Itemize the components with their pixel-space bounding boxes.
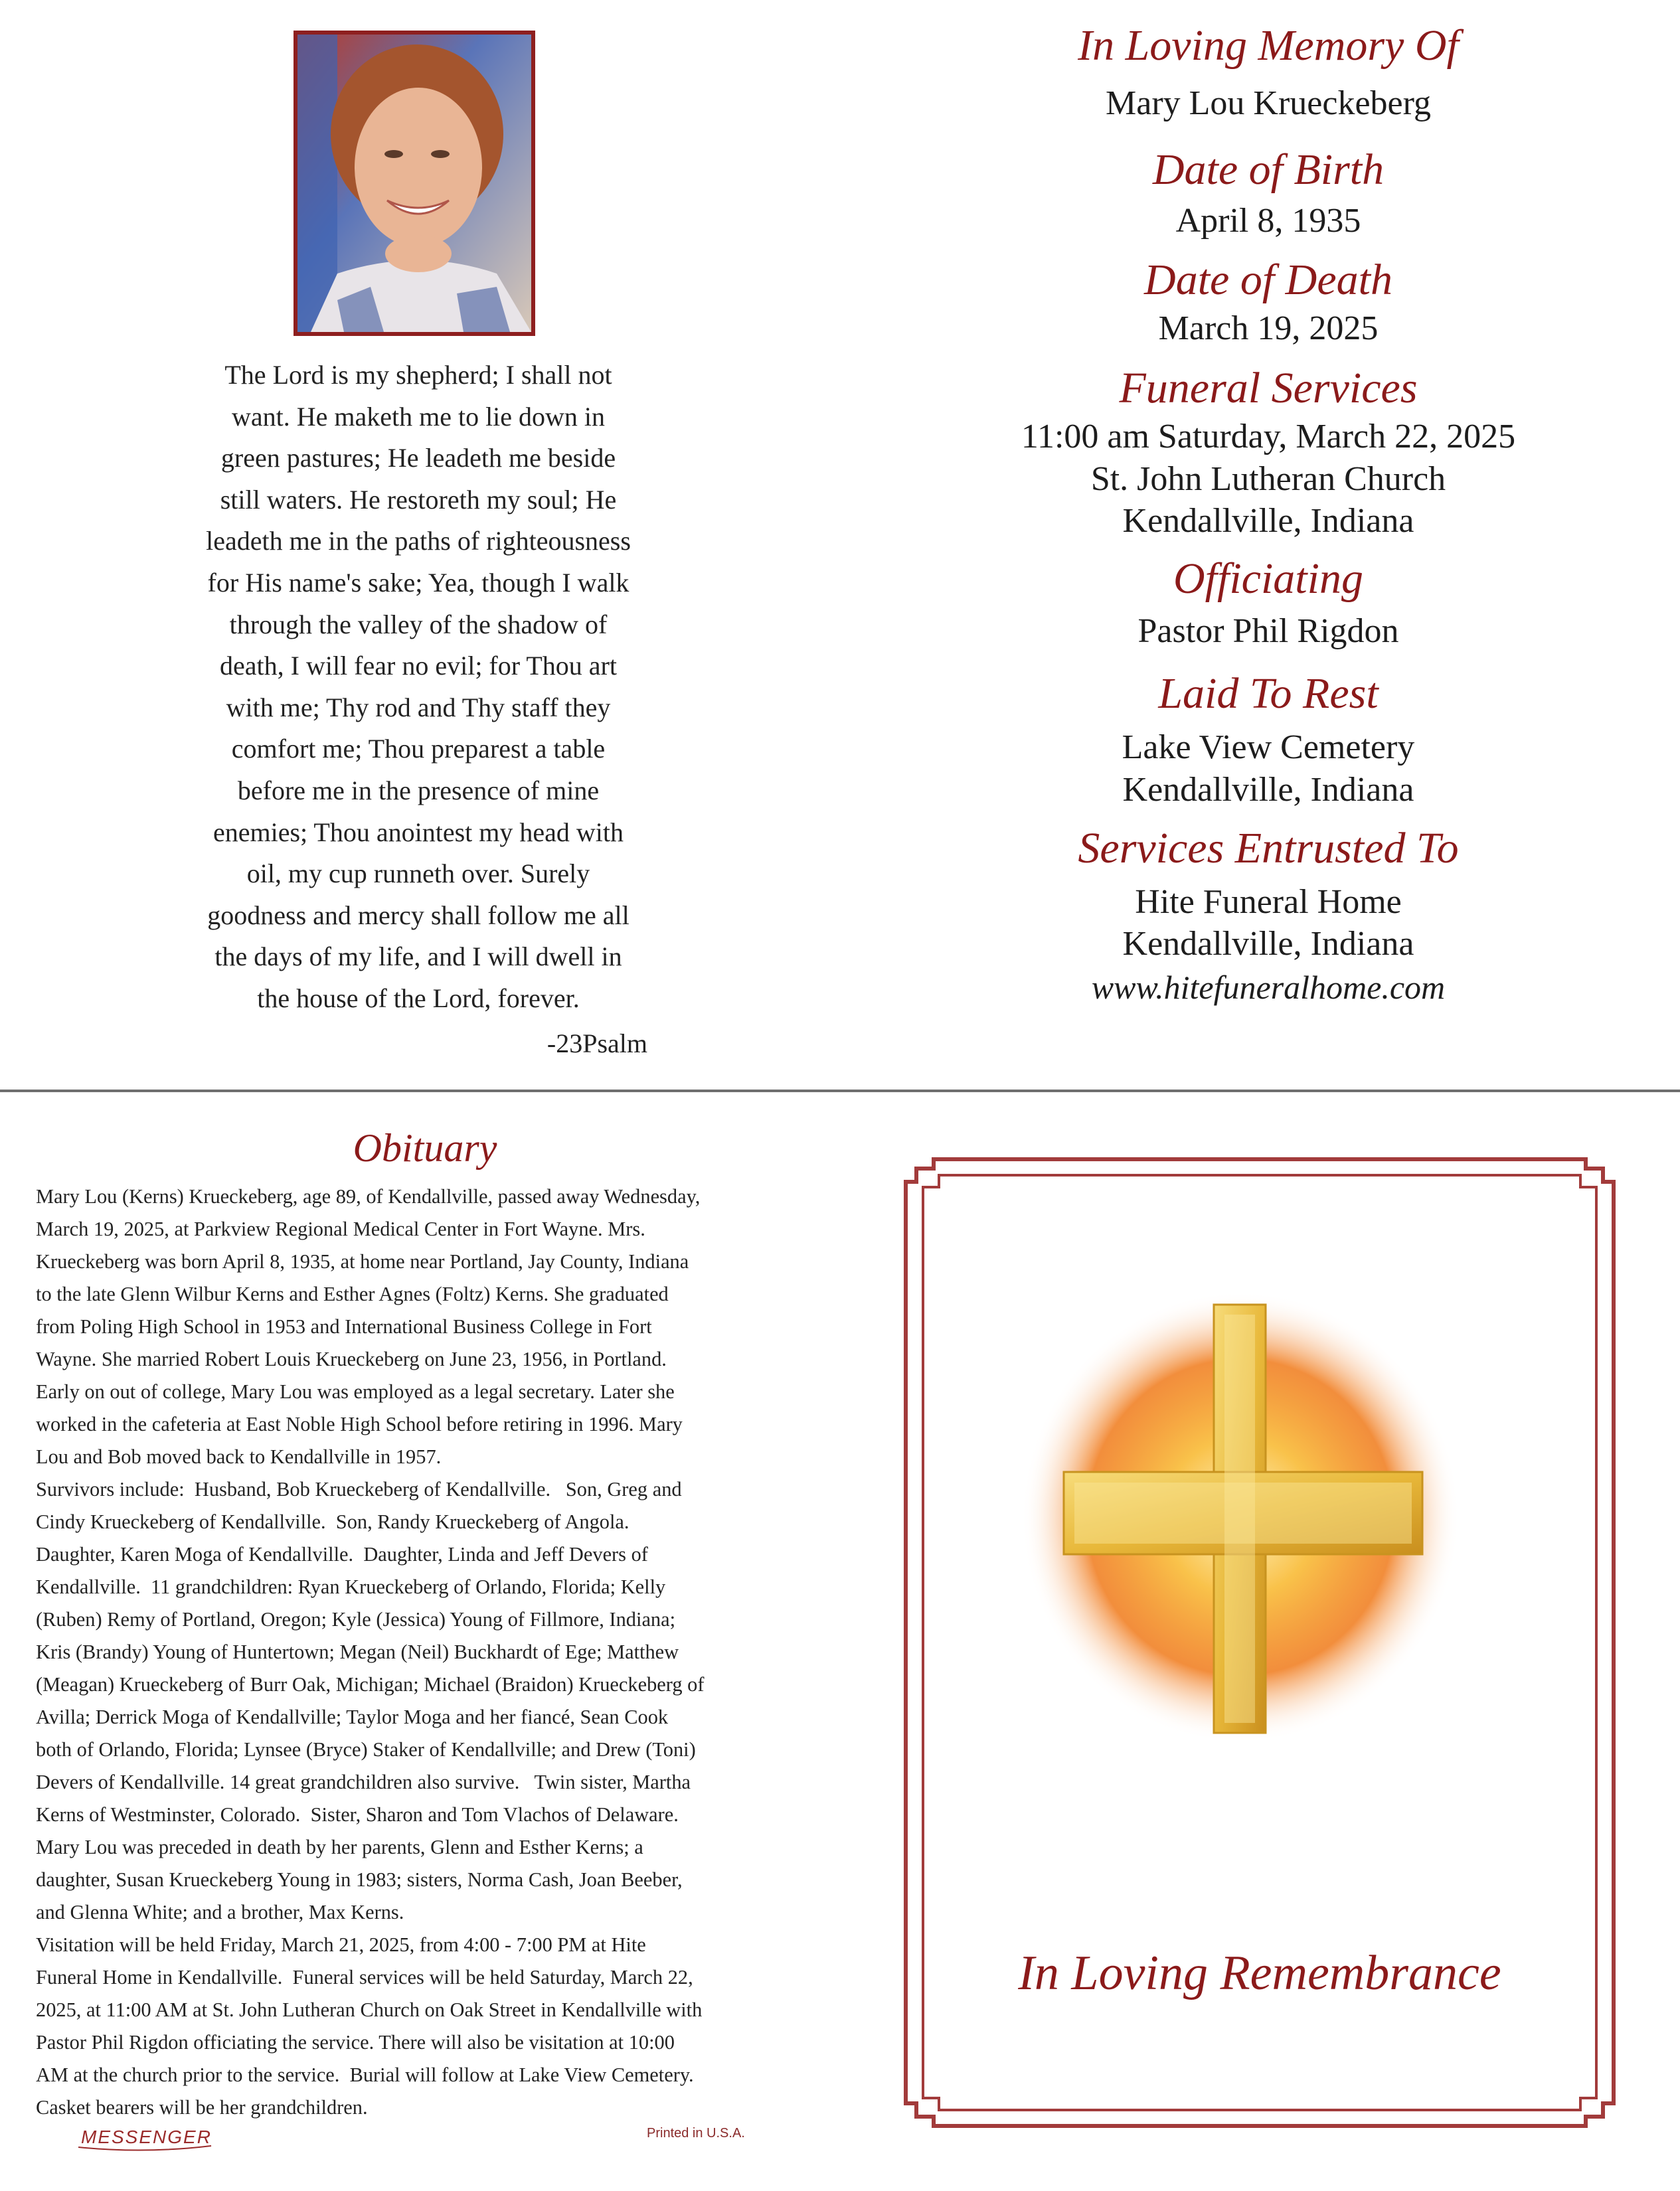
obituary-line: Early on out of college, Mary Lou was employed as a legal secretary. Later she <box>36 1380 675 1403</box>
obituary-line: Wayne. She married Robert Louis Krueckeberg on June 23, 1956, in Portland. <box>36 1348 667 1370</box>
cemetery-name: Lake View Cemetery <box>1122 728 1415 767</box>
birth-heading: Date of Birth <box>1152 145 1385 195</box>
funeral-time: 11:00 am Saturday, March 22, 2025 <box>1021 418 1516 456</box>
funeral-home-name: Hite Funeral Home <box>1135 882 1402 921</box>
obituary-line: from Poling High School in 1953 and International Business College in Fort <box>36 1315 652 1338</box>
psalm-line: before me in the presence of mine <box>237 775 600 805</box>
funeral-home-city: Kendallville, Indiana <box>1122 925 1414 963</box>
psalm-line: still waters. He restoreth my soul; He <box>220 484 617 515</box>
psalm-line: comfort me; Thou preparest a table <box>231 734 606 764</box>
obituary-line: Kerns of Westminster, Colorado. Sister, Sharon and Tom Vlachos of Delaware. <box>36 1803 679 1826</box>
obituary-line: Pastor Phil Rigdon officiating the service. There will also be visitation at 10:00 <box>36 2031 675 2054</box>
cemetery-city: Kendallville, Indiana <box>1122 770 1414 809</box>
portrait-image <box>297 35 531 332</box>
obituary-line: Daughter, Karen Moga of Kendallville. Daughter, Linda and Jeff Devers of <box>36 1543 648 1566</box>
obituary-line: Kendallville. 11 grandchildren: Ryan Krueckeberg of Orlando, Florida; Kelly <box>36 1576 666 1598</box>
obituary-text <box>36 1180 806 2124</box>
funeral-place: St. John Lutheran Church <box>1090 459 1446 498</box>
rest-heading: Laid To Rest <box>1158 669 1379 718</box>
officiant-name: Pastor Phil Rigdon <box>1137 611 1399 650</box>
obituary-line: worked in the cafeteria at East Noble High School before retiring in 1996. Mary <box>36 1413 683 1435</box>
psalm-line: leadeth me in the paths of righteousness <box>206 526 631 556</box>
printer-logo-mark <box>78 2119 218 2152</box>
death-heading: Date of Death <box>1144 255 1392 304</box>
svg-text:MESSENGER: MESSENGER <box>81 2127 212 2147</box>
psalm-line: through the valley of the shadow of <box>229 609 608 639</box>
obituary-line: both of Orlando, Florida; Lynsee (Bryce) Staker of Kendallville; and Drew (Toni) <box>36 1738 696 1761</box>
obituary-line: Avilla; Derrick Moga of Kendallville; Taylor Moga and her fiancé, Sean Cook <box>36 1706 669 1728</box>
psalm-line: want. He maketh me to lie down in <box>231 401 606 432</box>
obituary-line: Krueckeberg was born April 8, 1935, at home near Portland, Jay County, Indiana <box>36 1250 689 1273</box>
obituary-line: Visitation will be held Friday, March 21, 2025, from 4:00 - 7:00 PM at Hite <box>36 1933 646 1956</box>
psalm-line: for His name's sake; Yea, though I walk <box>207 567 630 598</box>
obituary-line: (Ruben) Remy of Portland, Oregon; Kyle (Jessica) Young of Fillmore, Indiana; <box>36 1608 676 1631</box>
officiating-heading: Officiating <box>1173 554 1363 603</box>
obituary-line: Survivors include: Husband, Bob Krueckeberg of Kendallville. Son, Greg and <box>36 1478 682 1501</box>
fold-divider <box>0 1090 1680 1092</box>
birth-date: April 8, 1935 <box>1175 202 1361 240</box>
psalm-line: oil, my cup runneth over. Surely <box>246 858 590 889</box>
memory-heading: In Loving Memory Of <box>1078 21 1459 70</box>
deceased-name: Mary Lou Krueckeberg <box>1106 84 1431 122</box>
front-title: In Loving Remembrance <box>1018 1946 1501 2000</box>
funeral-home-website[interactable]: www.hitefuneralhome.com <box>1091 968 1446 1006</box>
obituary-title: Obituary <box>353 1126 497 1170</box>
obituary-line: Casket bearers will be her grandchildren. <box>36 2096 368 2119</box>
psalm-line: death, I will fear no evil; for Thou art <box>220 651 617 681</box>
entrusted-heading: Services Entrusted To <box>1078 823 1459 872</box>
obituary-line: Cindy Krueckeberg of Kendallville. Son, Randy Krueckeberg of Angola. <box>36 1510 630 1533</box>
death-date: March 19, 2025 <box>1158 309 1379 347</box>
obituary-line: Mary Lou (Kerns) Krueckeberg, age 89, of Kendallville, passed away Wednesday, <box>36 1185 701 1208</box>
psalm-line: green pastures; He leadeth me beside <box>220 443 616 473</box>
funeral-city: Kendallville, Indiana <box>1122 502 1414 540</box>
psalm-line: with me; Thy rod and Thy staff they <box>226 692 611 722</box>
obituary-line: Kris (Brandy) Young of Huntertown; Megan (Neil) Buckhardt of Ege; Matthew <box>36 1641 679 1663</box>
portrait-photo <box>294 31 535 336</box>
printer-logo <box>78 2119 218 2157</box>
obituary-line: (Meagan) Krueckeberg of Burr Oak, Michigan; Michael (Braidon) Krueckeberg of <box>36 1673 705 1696</box>
obituary-line: March 19, 2025, at Parkview Regional Medical Center in Fort Wayne. Mrs. <box>36 1218 645 1240</box>
obituary-line: AM at the church prior to the service. Burial will follow at Lake View Cemetery. <box>36 2064 694 2086</box>
psalm-line: the days of my life, and I will dwell in <box>214 941 622 972</box>
psalm-line: enemies; Thou anointest my head with <box>212 817 624 847</box>
obituary-line: Mary Lou was preceded in death by her parents, Glenn and Esther Kerns; a <box>36 1836 643 1858</box>
obituary-line: to the late Glenn Wilbur Kerns and Esther Agnes (Foltz) Kerns. She graduated <box>36 1283 669 1305</box>
psalm-line: goodness and mercy shall follow me all <box>207 900 630 930</box>
psalm-text <box>173 355 664 1020</box>
obituary-line: Lou and Bob moved back to Kendallville in 1957. <box>36 1445 442 1468</box>
printed-note: Printed in U.S.A. <box>647 2126 745 2141</box>
obituary-line: and Glenna White; and a brother, Max Kerns. <box>36 1901 404 1923</box>
psalm-line: the house of the Lord, forever. <box>257 983 580 1013</box>
psalm-source: -23Psalm <box>546 1028 647 1058</box>
psalm-line: The Lord is my shepherd; I shall not <box>224 360 612 390</box>
obituary-line: Funeral Home in Kendallville. Funeral services will be held Saturday, March 22, <box>36 1966 693 1988</box>
cross-icon <box>1021 1291 1460 1743</box>
obituary-line: 2025, at 11:00 AM at St. John Lutheran Church on Oak Street in Kendallville with <box>36 1998 703 2021</box>
funeral-heading: Funeral Services <box>1119 364 1418 413</box>
service-info <box>916 20 1620 1007</box>
obituary-line: Devers of Kendallville. 14 great grandchildren also survive. Twin sister, Martha <box>36 1771 691 1793</box>
obituary-line: daughter, Susan Krueckeberg Young in 1983; sisters, Norma Cash, Joan Beeber, <box>36 1868 683 1891</box>
